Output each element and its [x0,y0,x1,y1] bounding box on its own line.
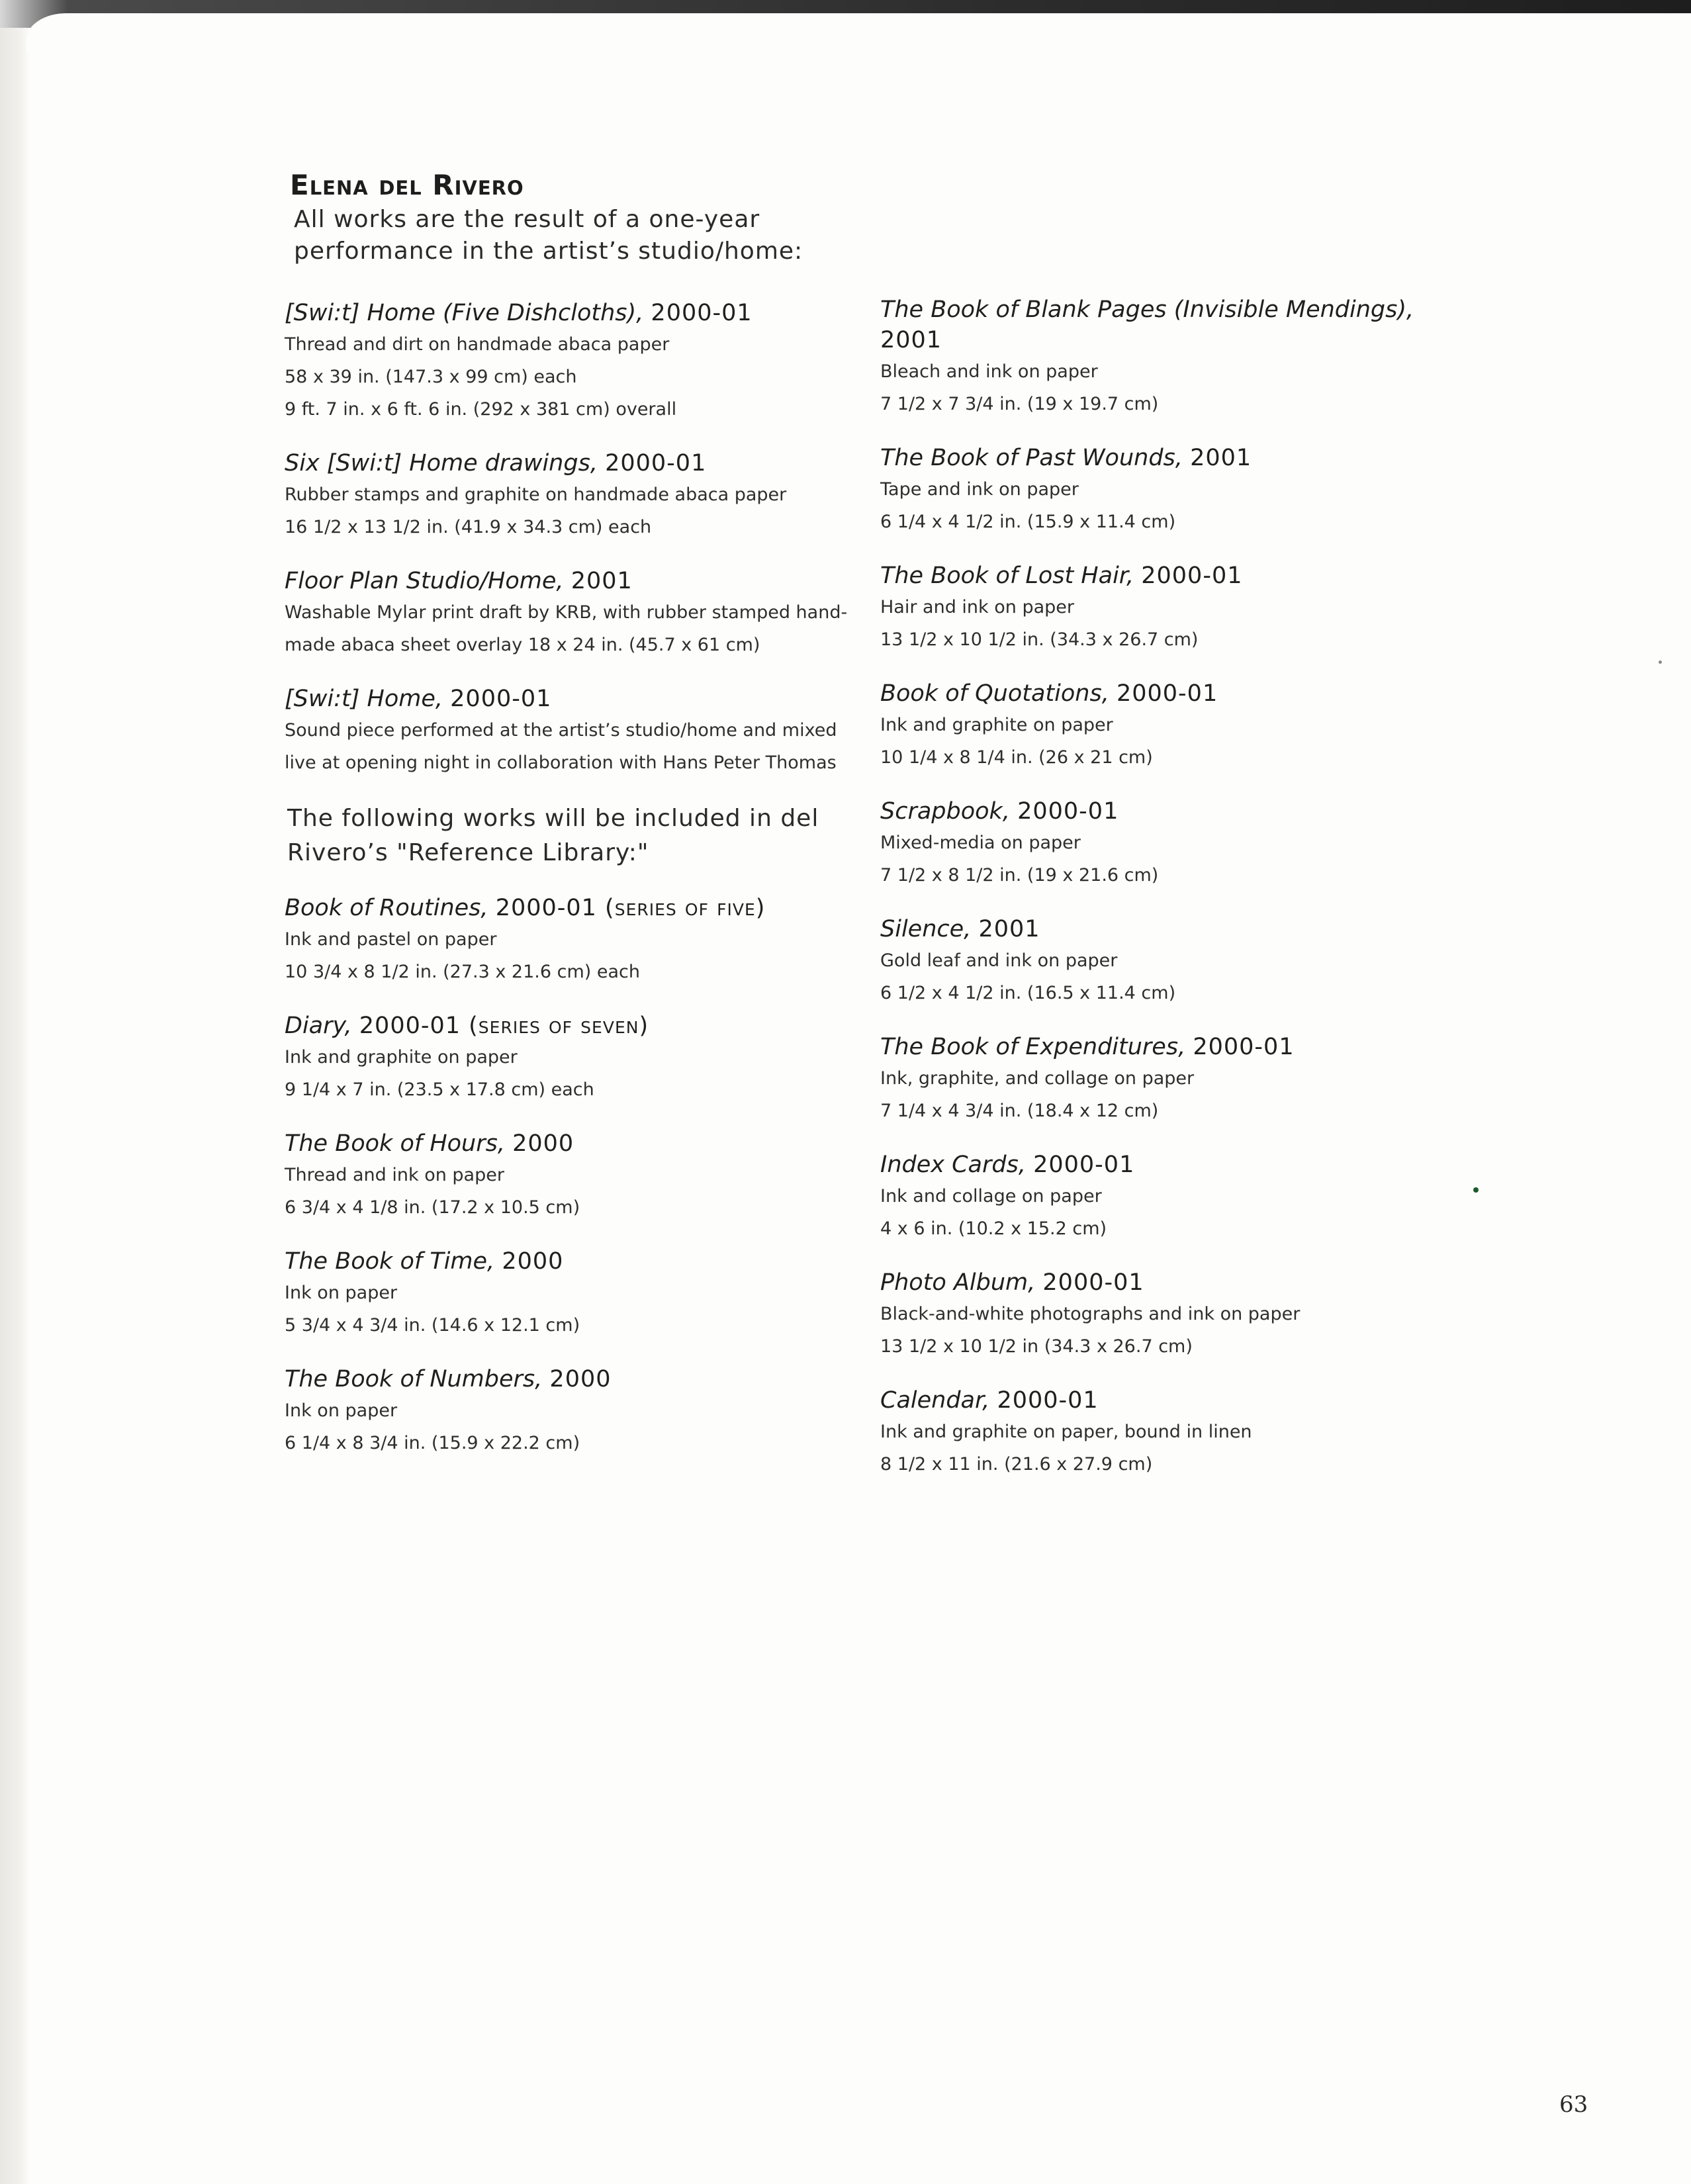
artwork-heading [285,1364,867,1394]
artwork-title: Index Cards, [880,1152,1026,1178]
artwork-title: The Book of Time, [285,1248,495,1275]
artwork-heading [285,1011,867,1041]
artwork-heading [285,1128,867,1159]
artwork-title: Silence, [880,916,972,942]
artwork-dimensions: 7 1/2 x 8 1/2 in. (19 x 21.6 cm) [880,865,1159,886]
artwork-date: 2000-01 [450,686,552,712]
artwork-title: Floor Plan Studio/Home, [285,568,564,594]
artwork-medium: Ink on paper [285,1283,398,1303]
artwork-medium: Hair and ink on paper [880,597,1074,617]
artwork-medium: Ink on paper [285,1400,398,1421]
artwork-title: The Book of Hours, [285,1130,505,1157]
artwork-heading [880,914,1476,944]
works-list-studio [285,298,867,779]
artwork-heading [285,448,867,478]
artwork-title: Book of Routines, [285,895,488,921]
artwork-dimensions: live at opening night in collaboration with Hans Peter Thomas [285,752,837,773]
artwork-entry [880,443,1476,538]
artwork-heading [880,1267,1476,1298]
artwork-dimensions: 58 x 39 in. (147.3 x 99 cm) each [285,367,577,387]
artwork-dimensions: 7 1/4 x 4 3/4 in. (18.4 x 12 cm) [880,1101,1159,1121]
artwork-heading [880,1150,1476,1180]
right-column [880,295,1476,1503]
artwork-entry [880,678,1476,774]
artwork-date: 2000-01 [1193,1034,1295,1060]
artwork-entry [285,1364,867,1459]
artwork-entry [285,566,867,661]
artwork-medium: Black-and-white photographs and ink on paper [880,1304,1301,1324]
artwork-heading [285,1246,867,1277]
page-gutter-shadow [0,20,30,2184]
works-list-reference-library [285,893,867,1459]
artwork-entry [880,796,1476,891]
page-number: 63 [1559,2091,1588,2118]
artwork-dimensions: 10 3/4 x 8 1/2 in. (27.3 x 21.6 cm) each [285,962,640,982]
artwork-dimensions: 6 1/2 x 4 1/2 in. (16.5 x 11.4 cm) [880,983,1176,1003]
artwork-entry [285,1011,867,1106]
artwork-heading [285,566,867,596]
artwork-dimensions: 4 x 6 in. (10.2 x 15.2 cm) [880,1218,1107,1239]
artwork-medium: Washable Mylar print draft by KRB, with rubber stamped hand- [285,602,848,623]
artwork-entry [880,1150,1476,1245]
artwork-medium: Ink and collage on paper [880,1186,1102,1206]
artwork-entry [285,684,867,779]
artwork-dimensions: 10 1/4 x 8 1/4 in. (26 x 21 cm) [880,747,1153,768]
artwork-heading [880,1385,1476,1416]
artwork-dimensions: 8 1/2 x 11 in. (21.6 x 27.9 cm) [880,1454,1153,1475]
artwork-title: The Book of Numbers, [285,1366,543,1392]
artwork-title: Diary, [285,1013,352,1039]
artwork-title: Photo Album, [880,1269,1036,1296]
artwork-heading [880,295,1476,355]
artwork-date: 2000-01 (series of seven) [359,1013,649,1039]
artwork-date: 2001 [978,916,1040,942]
artwork-entry [880,1267,1476,1363]
artwork-entry [285,1128,867,1224]
artwork-heading [285,684,867,714]
artwork-medium: Gold leaf and ink on paper [880,950,1118,971]
artwork-entry [880,561,1476,656]
left-column [285,169,867,1482]
artwork-title: Book of Quotations, [880,680,1109,707]
artwork-dimensions: 6 3/4 x 4 1/8 in. (17.2 x 10.5 cm) [285,1197,580,1218]
artwork-date: 2000-01 [651,300,753,326]
artwork-medium: Tape and ink on paper [880,479,1079,500]
artwork-date: 2000-01 [1017,798,1119,825]
artwork-heading [880,1032,1476,1062]
artwork-date: 2000-01 [1042,1269,1144,1296]
artwork-date: 2001 [571,568,633,594]
artwork-date: 2000 [512,1130,574,1157]
artwork-medium: Ink and graphite on paper [880,715,1113,735]
intro-text: All works are the result of a one-year performance in the artist’s studio/home: [294,206,803,265]
artwork-title: [Swi:t] Home, [285,686,443,712]
artwork-dimensions: 13 1/2 x 10 1/2 in. (34.3 x 26.7 cm) [880,629,1199,650]
artwork-dimensions: 6 1/4 x 8 3/4 in. (15.9 x 22.2 cm) [285,1433,580,1453]
artwork-medium: Ink, graphite, and collage on paper [880,1068,1195,1089]
artwork-dimensions: 5 3/4 x 4 3/4 in. (14.6 x 12.1 cm) [285,1315,580,1336]
reference-library-note: The following works will be included in del Rivero’s "Reference Library:" [287,805,819,866]
artwork-date: 2001 [1190,445,1252,471]
artwork-dimensions: 9 1/4 x 7 in. (23.5 x 17.8 cm) each [285,1079,594,1100]
artwork-date: 2000-01 [1141,563,1243,589]
artwork-dimensions: made abaca sheet overlay 18 x 24 in. (45.7 x 61 cm) [285,635,760,655]
artwork-date: 2000 [502,1248,564,1275]
artwork-date: 2000 [549,1366,612,1392]
artwork-medium: Thread and dirt on handmade abaca paper [285,334,670,355]
artwork-title: Calendar, [880,1387,990,1414]
artwork-dimensions: 9 ft. 7 in. x 6 ft. 6 in. (292 x 381 cm) overall [285,399,677,420]
artwork-entry [285,893,867,988]
artwork-dimensions: 13 1/2 x 10 1/2 in (34.3 x 26.7 cm) [880,1336,1193,1357]
artwork-entry [880,295,1476,420]
artwork-title: [Swi:t] Home (Five Dishcloths), [285,300,644,326]
artwork-title: Six [Swi:t] Home drawings, [285,450,598,477]
artwork-heading [880,678,1476,709]
artwork-date: 2000-01 [1033,1152,1135,1178]
artwork-medium: Mixed-media on paper [880,833,1081,853]
artwork-medium: Rubber stamps and graphite on handmade abaca paper [285,484,787,505]
artwork-heading [880,796,1476,827]
artwork-date: 2000-01 [605,450,707,477]
works-list-reference-library-continued [880,295,1476,1480]
artwork-date: 2000-01 (series of five) [495,895,766,921]
artwork-medium: Thread and ink on paper [285,1165,504,1185]
artwork-medium: Sound piece performed at the artist’s studio/home and mixed [285,720,837,741]
artwork-entry [285,298,867,426]
artwork-title: The Book of Expenditures, [880,1034,1186,1060]
artwork-title: The Book of Blank Pages (Invisible Mendings), [880,296,1414,323]
page-top-edge [26,13,1691,53]
artwork-entry [880,1385,1476,1480]
artwork-heading [880,561,1476,591]
artwork-dimensions: 16 1/2 x 13 1/2 in. (41.9 x 34.3 cm) each [285,517,652,537]
artwork-heading [285,893,867,923]
artwork-heading [285,298,867,328]
artwork-medium: Ink and pastel on paper [285,929,497,950]
artwork-heading [880,443,1476,473]
artwork-date: 2000-01 [1116,680,1218,707]
artwork-date: 2000-01 [997,1387,1099,1414]
artwork-title: The Book of Past Wounds, [880,445,1183,471]
artwork-medium: Ink and graphite on paper, bound in linen [880,1422,1252,1442]
artwork-title: Scrapbook, [880,798,1010,825]
artwork-entry [880,1032,1476,1127]
artwork-entry [880,914,1476,1009]
artwork-title: The Book of Lost Hair, [880,563,1134,589]
artwork-entry [285,1246,867,1342]
artwork-medium: Bleach and ink on paper [880,361,1098,382]
artwork-dimensions: 6 1/4 x 4 1/2 in. (15.9 x 11.4 cm) [880,512,1176,532]
artwork-date: 2001 [880,327,942,353]
artwork-medium: Ink and graphite on paper [285,1047,518,1068]
artwork-entry [285,448,867,543]
scan-speck [1659,660,1662,664]
artist-name: Elena del Rivero [290,169,524,201]
artwork-dimensions: 7 1/2 x 7 3/4 in. (19 x 19.7 cm) [880,394,1159,414]
scan-speck [1473,1187,1479,1193]
